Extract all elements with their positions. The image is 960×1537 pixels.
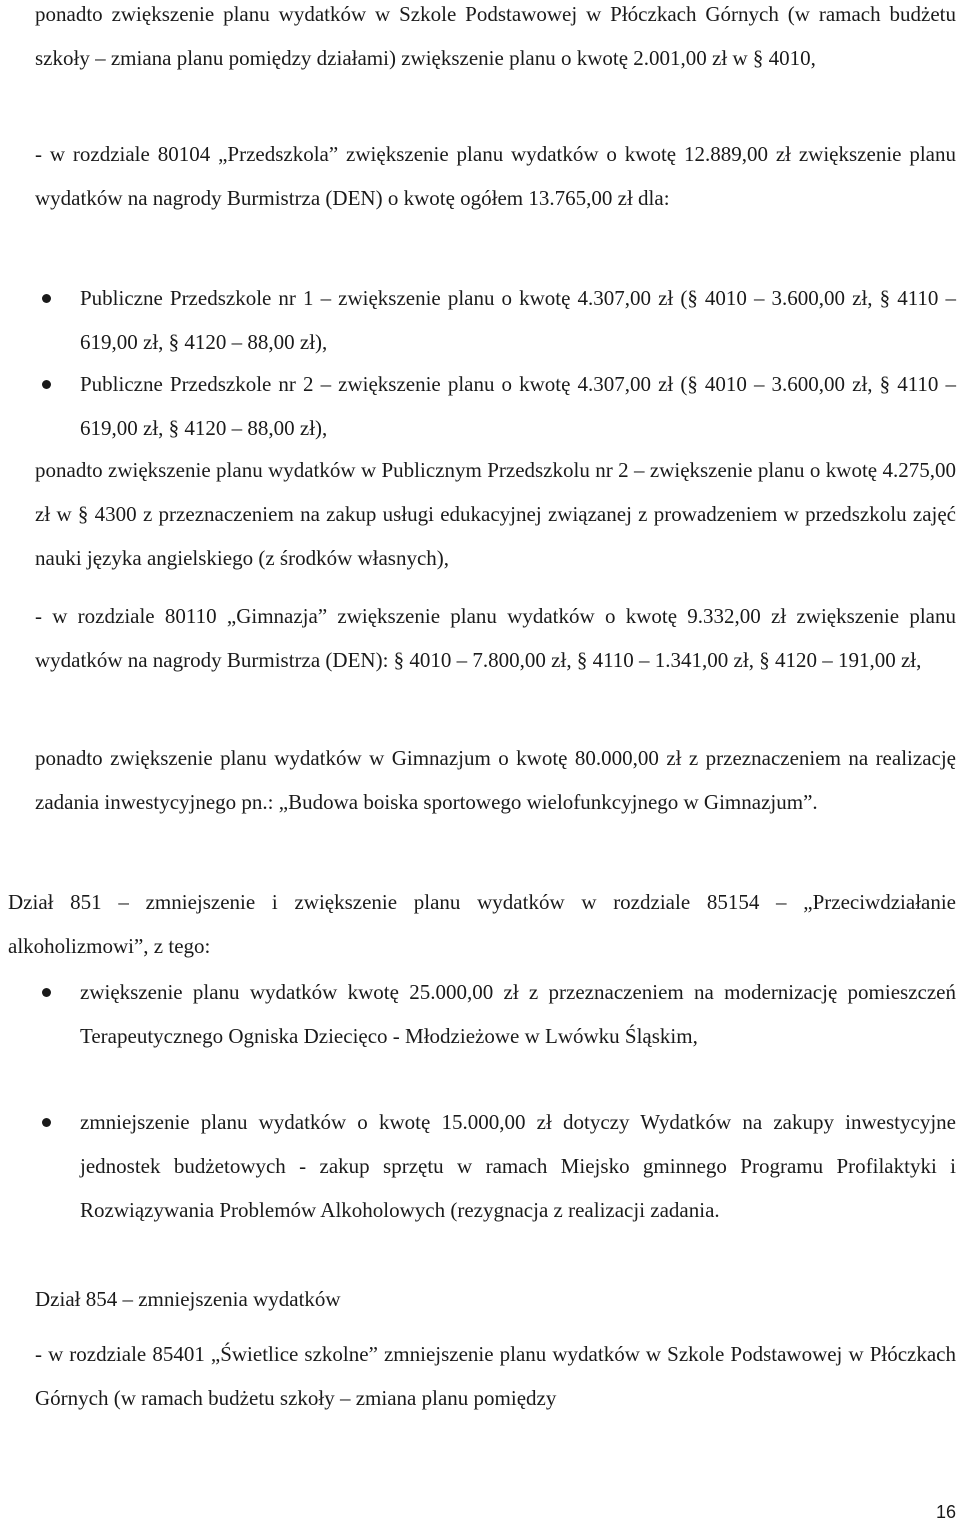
paragraph-szkola-podstawowa: ponadto zwiększenie planu wydatków w Szkole Podstawowej w Płóczkach Górnych (w ramach budżetu szkoły – zmiana planu pomiędzy działami) zwiększenie planu o kwotę 2.001,00 zł w § 4010, (35, 2, 956, 70)
list-item-zwiekszenie: zwiększenie planu wydatków kwotę 25.000,00 zł z przeznaczeniem na modernizację pomieszczeń Terapeutycznego Ogniska Dziecięco - Młodzieżowe w Lwówku Śląskim, (80, 980, 956, 1048)
bullet-icon (42, 380, 51, 389)
list-item-zmniejszenie: zmniejszenie planu wydatków o kwotę 15.000,00 zł dotyczy Wydatków na zakupy inwestycyjne jednostek budżetowych - zakup sprzętu w ramach Miejsko gminnego Programu Profilaktyki i Rozwiązywania Problemów Alkoholowych (rezygnacja z realizacji zadania. (80, 1110, 956, 1222)
paragraph-rozdzial-80104: - w rozdziale 80104 „Przedszkola” zwiększenie planu wydatków o kwotę 12.889,00 zł zwiększenie planu wydatków na nagrody Burmistrza (DEN) o kwotę ogółem 13.765,00 zł dla: (35, 142, 956, 210)
list-item-przedszkole-1: Publiczne Przedszkole nr 1 – zwiększenie planu o kwotę 4.307,00 zł (§ 4010 – 3.600,00 zł, § 4110 – 619,00 zł, § 4120 – 88,00 zł), (80, 286, 956, 354)
bullet-icon (42, 1118, 51, 1127)
page-number: 16 (935, 1502, 956, 1522)
paragraph-rozdzial-80110: - w rozdziale 80110 „Gimnazja” zwiększenie planu wydatków o kwotę 9.332,00 zł zwiększenie planu wydatków na nagrody Burmistrza (DEN): § 4010 – 7.800,00 zł, § 4110 – 1.341,00 zł, § 4120 – 191,00 zł, (35, 604, 956, 672)
paragraph-dzial-851: Dział 851 – zmniejszenie i zwiększenie planu wydatków w rozdziale 85154 – „Przeciwdziałanie alkoholizmowi”, z tego: (8, 890, 956, 958)
bullet-icon (42, 988, 51, 997)
paragraph-rozdzial-85401: - w rozdziale 85401 „Świetlice szkolne” zmniejszenie planu wydatków w Szkole Podstawowej w Płóczkach Górnych (w ramach budżetu szkoły – zmiana planu pomiędzy (35, 1342, 956, 1410)
bullet-icon (42, 294, 51, 303)
paragraph-dzial-854: Dział 854 – zmniejszenia wydatków (35, 1287, 341, 1311)
paragraph-przedszkole-nr-2: ponadto zwiększenie planu wydatków w Publicznym Przedszkolu nr 2 – zwiększenie planu o kwotę 4.275,00 zł w § 4300 z przeznaczeniem na zakup usługi edukacyjnej związanej z prowadzeniem w przedszkolu zajęć nauki języka angielskiego (z środków własnych), (35, 458, 956, 570)
paragraph-gimnazjum: ponadto zwiększenie planu wydatków w Gimnazjum o kwotę 80.000,00 zł z przeznaczeniem na realizację zadania inwestycyjnego pn.: „Budowa boiska sportowego wielofunkcyjnego w Gimnazjum”. (35, 746, 956, 814)
list-item-przedszkole-2: Publiczne Przedszkole nr 2 – zwiększenie planu o kwotę 4.307,00 zł (§ 4010 – 3.600,00 zł, § 4110 – 619,00 zł, § 4120 – 88,00 zł), (80, 372, 956, 440)
